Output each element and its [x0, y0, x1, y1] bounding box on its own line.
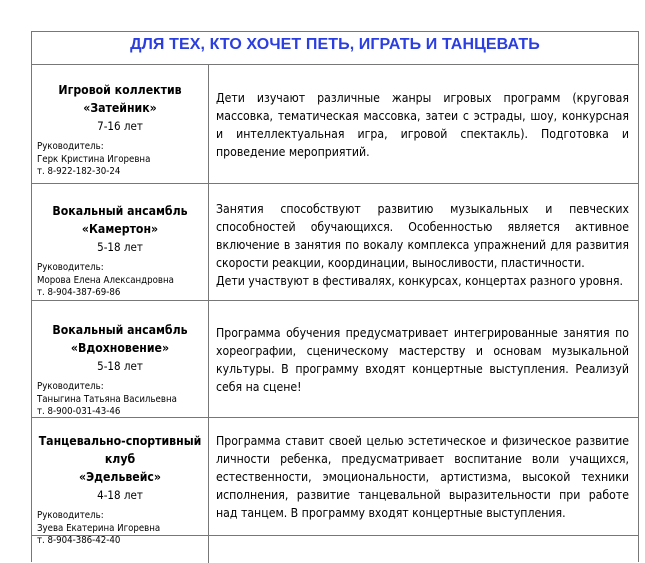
program-row-kamerton — [32, 184, 638, 301]
program-row-zateynik — [32, 65, 638, 184]
description-paragraph: Дети изучают различные жанры игровых программ (круговая массовка, тематическая массовка, затеи с эстрады, шоу, конкурсная и интеллектуальная игра, игровой спектакль). Подготовка и проведение мероприятий. — [216, 91, 629, 159]
leader-phone: т. 8-904-386-42-40 — [37, 535, 121, 547]
program-leader — [32, 381, 208, 419]
program-name-line2: «Затейник» — [83, 101, 157, 115]
leader-label: Руководитель: — [37, 141, 104, 152]
program-leader — [32, 141, 208, 179]
program-row-edelveys — [32, 418, 638, 563]
row-divider — [32, 535, 638, 536]
program-leader — [32, 510, 208, 548]
programs-table — [31, 31, 639, 562]
description-paragraph: Программа обучения предусматривает интегрированные занятия по хореографии, сценическому мастерству и основам музыкальной культуры. В программу входят концертные выступления. Реализуй себя на сцене! — [216, 326, 629, 394]
program-info — [32, 301, 209, 417]
leader-name: Таныгина Татьяна Васильевна — [37, 393, 177, 405]
program-info — [32, 184, 209, 300]
program-name-line1: Вокальный ансамбль — [52, 204, 188, 218]
program-ages: 7-16 лет — [97, 119, 143, 133]
program-name-line2: «Вдохновение» — [70, 341, 170, 355]
program-name-line1: Танцевально-спортивный клуб — [38, 434, 202, 466]
leader-name: Морова Елена Александровна — [37, 274, 174, 286]
program-info — [32, 418, 209, 547]
program-name-line2: «Эдельвейс» — [78, 470, 162, 484]
leader-label: Руководитель: — [37, 381, 104, 392]
program-info — [32, 65, 209, 183]
description-paragraph: Программа ставит своей целью эстетическое и физическое развитие личности ребенка, предусматривает воспитание воли учащихся, естественности, эмоциональности, артистизма, высокой техники исполнения, развитие танцевальной выразительности при работе над танцем. В программу входят концертные выступления. — [216, 434, 629, 520]
program-ages: 5-18 лет — [97, 240, 143, 254]
leader-phone: т. 8-900-031-43-46 — [37, 406, 121, 418]
page-title: ДЛЯ ТЕХ, КТО ХОЧЕТ ПЕТЬ, ИГРАТЬ И ТАНЦЕВАТЬ — [32, 32, 638, 65]
column-divider — [208, 535, 209, 563]
program-row-vdokhnovenie — [32, 301, 638, 418]
program-leader — [32, 262, 208, 300]
leader-phone: т. 8-904-387-69-86 — [37, 287, 121, 299]
program-name-line1: Игровой коллектив — [58, 83, 182, 97]
leader-name: Герк Кристина Игоревна — [37, 153, 151, 165]
description-paragraph: Дети участвуют в фестивалях, конкурсах, концертах разного уровня. — [216, 274, 624, 288]
program-ages: 4-18 лет — [97, 488, 143, 502]
program-description — [209, 184, 638, 290]
program-name-line2: «Камертон» — [81, 222, 159, 236]
leader-name: Зуева Екатерина Игоревна — [37, 522, 161, 534]
program-ages: 5-18 лет — [97, 359, 143, 373]
program-description — [209, 418, 638, 522]
program-name-line1: Вокальный ансамбль — [52, 323, 188, 337]
leader-label: Руководитель: — [37, 510, 104, 521]
program-description — [209, 301, 638, 396]
leader-label: Руководитель: — [37, 262, 104, 273]
description-paragraph: Занятия способствуют развитию музыкальных и певческих способностей обучающихся. Особенностью является активное включение в занятия по вокалу комплекса упражнений для развития скорости реакции, координации, выносливости, пластичности. — [216, 202, 629, 270]
leader-phone: т. 8-922-182-30-24 — [37, 166, 121, 178]
program-description — [209, 65, 638, 161]
